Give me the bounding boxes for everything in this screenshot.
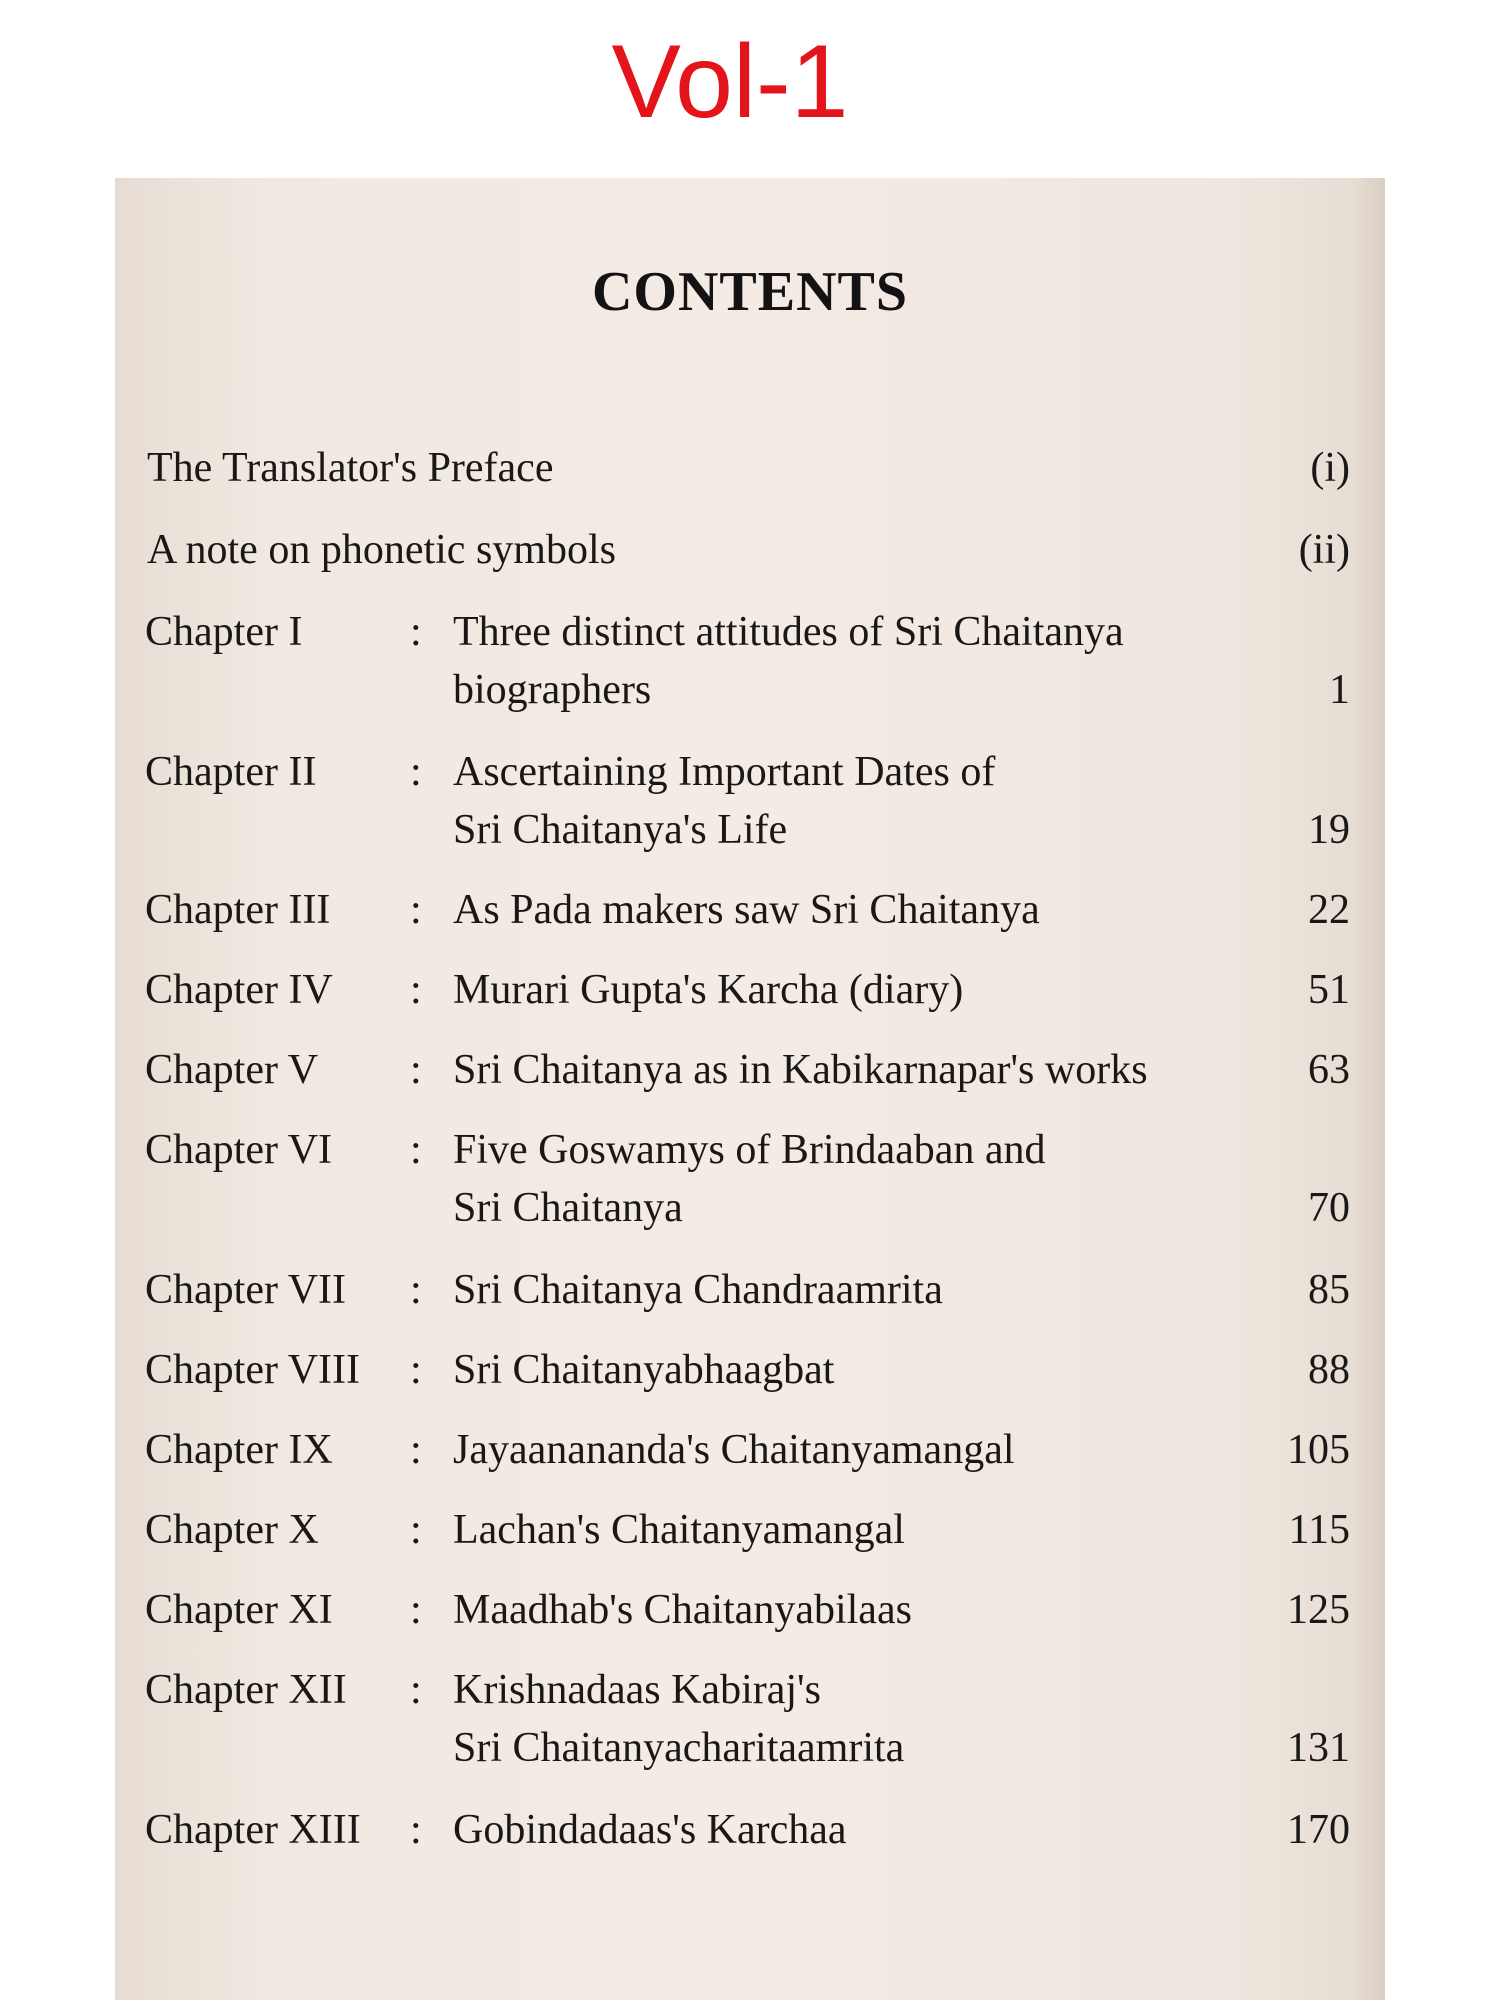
chapter-page: 170 bbox=[1287, 1807, 1350, 1853]
separator: : bbox=[410, 1807, 422, 1853]
chapter-label: Chapter III bbox=[145, 887, 331, 933]
chapter-title: Lachan's Chaitanyamangal bbox=[453, 1507, 905, 1553]
chapter-page: 88 bbox=[1308, 1347, 1350, 1393]
chapter-page: 85 bbox=[1308, 1267, 1350, 1313]
chapter-page: 51 bbox=[1308, 967, 1350, 1013]
chapter-label: Chapter I bbox=[145, 609, 303, 655]
chapter-label: Chapter IX bbox=[145, 1427, 333, 1473]
chapter-page: 19 bbox=[1308, 807, 1350, 853]
chapter-label: Chapter V bbox=[145, 1047, 319, 1093]
chapter-page: 105 bbox=[1287, 1427, 1350, 1473]
chapter-title: Ascertaining Important Dates of bbox=[453, 749, 996, 795]
chapter-page: 125 bbox=[1287, 1587, 1350, 1633]
entry-page: (i) bbox=[1310, 445, 1350, 491]
chapter-title: As Pada makers saw Sri Chaitanya bbox=[453, 887, 1040, 933]
separator: : bbox=[410, 1267, 422, 1313]
chapter-title: Maadhab's Chaitanyabilaas bbox=[453, 1587, 912, 1633]
separator: : bbox=[410, 749, 422, 795]
chapter-title: Sri Chaitanyabhaagbat bbox=[453, 1347, 835, 1393]
separator: : bbox=[410, 1047, 422, 1093]
chapter-page: 22 bbox=[1308, 887, 1350, 933]
chapter-label: Chapter XII bbox=[145, 1667, 347, 1713]
separator: : bbox=[410, 967, 422, 1013]
chapter-title: Three distinct attitudes of Sri Chaitanya bbox=[453, 609, 1124, 655]
chapter-page: 1 bbox=[1329, 667, 1350, 713]
chapter-title: Sri Chaitanya as in Kabikarnapar's works bbox=[453, 1047, 1148, 1093]
separator: : bbox=[410, 1507, 422, 1553]
chapter-label: Chapter VIII bbox=[145, 1347, 360, 1393]
separator: : bbox=[410, 1587, 422, 1633]
separator: : bbox=[410, 1427, 422, 1473]
separator: : bbox=[410, 1347, 422, 1393]
contents-page bbox=[115, 178, 1385, 2000]
chapter-label: Chapter VII bbox=[145, 1267, 346, 1313]
chapter-title-cont: Sri Chaitanyacharitaamrita bbox=[453, 1725, 905, 1771]
chapter-page: 115 bbox=[1288, 1507, 1350, 1553]
chapter-title-cont: Sri Chaitanya's Life bbox=[453, 807, 788, 853]
separator: : bbox=[410, 1127, 422, 1173]
chapter-title: Gobindadaas's Karchaa bbox=[453, 1807, 847, 1853]
volume-label: Vol-1 bbox=[611, 24, 849, 140]
chapter-title: Five Goswamys of Brindaaban and bbox=[453, 1127, 1046, 1173]
separator: : bbox=[410, 609, 422, 655]
chapter-page: 131 bbox=[1287, 1725, 1350, 1771]
entry-title: A note on phonetic symbols bbox=[147, 527, 616, 573]
chapter-title-cont: Sri Chaitanya bbox=[453, 1185, 683, 1231]
chapter-label: Chapter X bbox=[145, 1507, 319, 1553]
entry-page: (ii) bbox=[1298, 527, 1350, 573]
separator: : bbox=[410, 1667, 422, 1713]
chapter-title: Sri Chaitanya Chandraamrita bbox=[453, 1267, 943, 1313]
chapter-label: Chapter XIII bbox=[145, 1807, 361, 1853]
chapter-title: Murari Gupta's Karcha (diary) bbox=[453, 967, 964, 1013]
chapter-title-cont: biographers bbox=[453, 667, 652, 713]
page-title: CONTENTS bbox=[591, 261, 909, 323]
chapter-label: Chapter IV bbox=[145, 967, 333, 1013]
chapter-title: Krishnadaas Kabiraj's bbox=[453, 1667, 821, 1713]
separator: : bbox=[410, 887, 422, 933]
chapter-page: 70 bbox=[1308, 1185, 1350, 1231]
chapter-label: Chapter II bbox=[145, 749, 317, 795]
chapter-title: Jayaanananda's Chaitanyamangal bbox=[453, 1427, 1015, 1473]
chapter-label: Chapter VI bbox=[145, 1127, 333, 1173]
chapter-page: 63 bbox=[1308, 1047, 1350, 1093]
entry-title: The Translator's Preface bbox=[147, 445, 554, 491]
chapter-label: Chapter XI bbox=[145, 1587, 333, 1633]
